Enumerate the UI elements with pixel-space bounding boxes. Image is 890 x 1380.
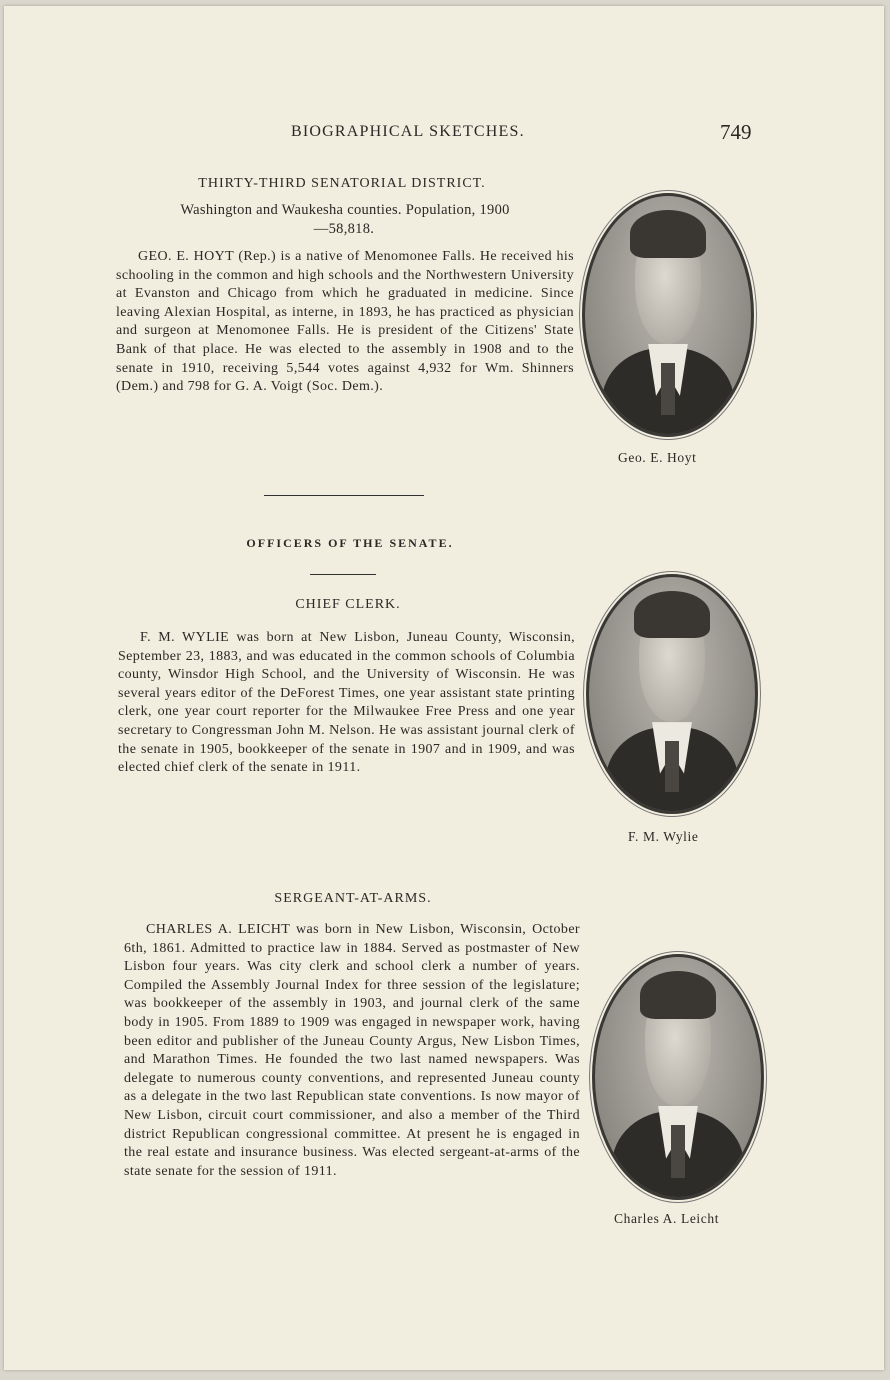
district-subtitle-line2: —58,818. [313,221,375,237]
leicht-paragraph-text: CHARLES A. LEICHT was born in New Lisbon, Wisconsin, October 6th, 1861. Admitted to practice law in 1884. Served as postmaster of New Lisbon four years. Was city clerk and school clerk a number of years. Compiled the Assembly Journal Index for three session of the legislature; was bookkeeper of the assembly in 1903, and journal clerk of the same body in 1905. From 1889 to 1909 was engaged in newspaper work, having been editor and publisher of the Juneau County Argus, New Lisbon Times, and Marathon Times. He founded the two last named newspapers. Was delegate to numerous county conventions, and represented Juneau county as a delegate in the two last Republican state conventions. Is now mayor of New Lisbon, circuit court commissioner, and also a member of the Third district Republican congressional committee. At present he is engaged in the real estate and insurance business. Was elected sergeant-at-arms of the state senate for the session of 1911. [124,922,580,1179]
officers-heading: OFFICERS OF THE SENATE. [246,536,454,550]
hoyt-paragraph [116,248,574,397]
book-page [4,6,884,1370]
section-divider [264,495,424,496]
hoyt-portrait [582,193,754,437]
portrait-tie [661,363,674,415]
wylie-caption: F. M. Wylie [628,829,699,844]
portrait-tie [665,741,678,792]
wylie-paragraph-text: F. M. WYLIE was born at New Lisbon, Juneau County, Wisconsin, September 23, 1883, and was educated in the common schools of Columbia county, Winsdor High School, and the University of Wisconsin. He was several years editor of the DeForest Times, one year assistant state printing clerk, one year court reporter for the Milwaukee Free Press and one year secretary to Congressman John M. Nelson. He was assistant journal clerk of the senate in 1905, bookkeeper of the senate in 1907 and in 1909, and was elected chief clerk of the senate in 1911. [118,630,575,776]
district-subtitle-line1: Washington and Waukesha counties. Population, 1900 [180,202,510,218]
hoyt-caption: Geo. E. Hoyt [618,450,697,465]
portrait-tie [671,1125,684,1178]
page-number: 749 [720,120,752,144]
sergeant-heading: SERGEANT-AT-ARMS. [274,891,432,906]
leicht-portrait [592,954,764,1200]
portrait-hair [640,971,716,1019]
wylie-portrait [586,574,758,814]
officers-divider [310,574,376,575]
leicht-paragraph [124,921,580,1181]
chief-clerk-heading: CHIEF CLERK. [295,597,401,612]
leicht-caption: Charles A. Leicht [614,1211,720,1226]
hoyt-paragraph-text: GEO. E. HOYT (Rep.) is a native of Menomonee Falls. He received his schooling in the common and high schools and the Northwestern University at Evanston and Chicago from which he graduated in medicine. Since leaving Alexian Hospital, as interne, in 1893, he has practiced as physician and surgeon at Menomonee Falls. He is president of the Citizens' State Bank of that place. He was elected to the assembly in 1908 and to the senate in 1910, receiving 5,544 votes against 4,932 for Wm. Shinners (Dem.) and 798 for G. A. Voigt (Soc. Dem.). [116,249,574,395]
running-head: BIOGRAPHICAL SKETCHES. [291,123,525,140]
portrait-hair [630,210,706,258]
district-heading: THIRTY-THIRD SENATORIAL DISTRICT. [198,176,486,191]
portrait-hair [634,591,710,638]
wylie-paragraph [118,629,575,778]
